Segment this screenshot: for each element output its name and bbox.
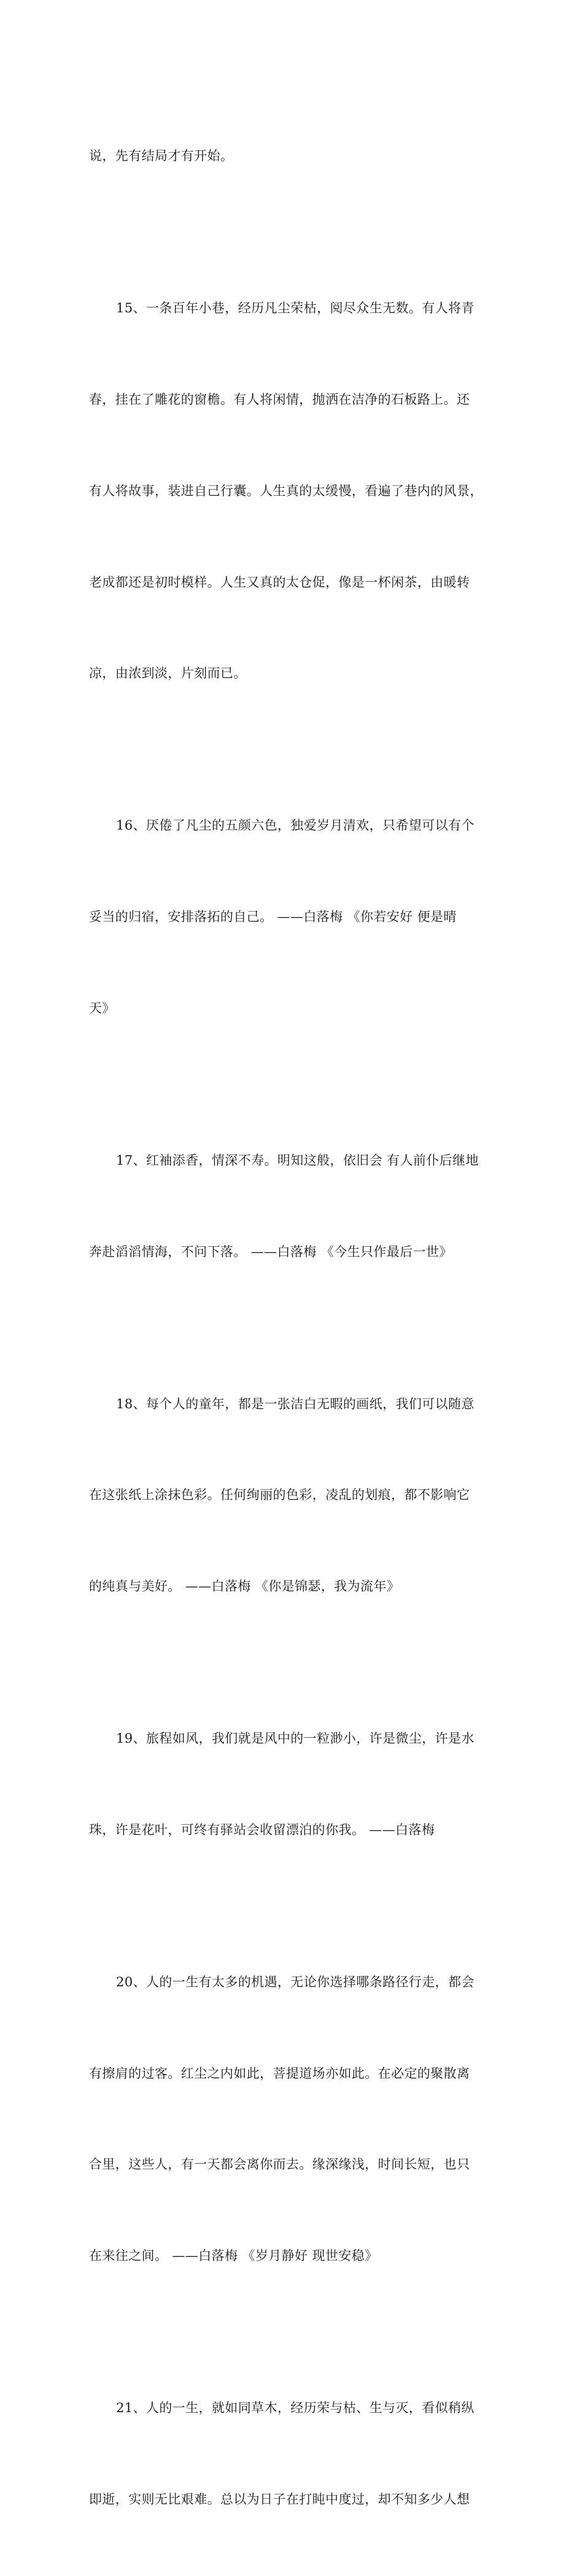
text-line: 19、旅程如风，我们就是风中的一粒渺小，许是微尘，许是水 xyxy=(116,1731,475,1746)
text-line: 春，挂在了雕花的窗檐。有人将闲情，抛洒在洁净的石板路上。还 xyxy=(89,391,470,407)
text-line: 合里，这些人，有一天都会离你而去。缘深缘浅，时间长短，也只 xyxy=(89,2157,470,2172)
text-line: 17、红袖添香，情深不寿。明知这般，依旧会 有人前仆后继地 xyxy=(116,1152,479,1168)
text-line: 说，先有结局才有开始。 xyxy=(89,148,234,164)
text-line: 天》 xyxy=(89,1000,115,1016)
text-line: 18、每个人的童年，都是一张洁白无暇的画纸，我们可以随意 xyxy=(116,1396,475,1411)
text-line: 珠，许是花叶，可终有驿站会收留漂泊的你我。 ——白落梅 xyxy=(89,1822,435,1837)
paragraph-14-continuation xyxy=(89,80,506,233)
paragraph-15 xyxy=(89,233,506,750)
text-line: 老成都还是初时模样。人生又真的太仓促，像是一杯闲茶，由暖转 xyxy=(89,574,470,590)
paragraph-17 xyxy=(89,1085,506,1328)
text-line: 16、厌倦了凡尘的五颜六色，独爱岁月清欢，只希望可以有个 xyxy=(116,818,475,833)
paragraph-16 xyxy=(89,750,506,1085)
text-line: 21、人的一生，就如同草木，经历荣与枯、生与灭，看似稍纵 xyxy=(116,2401,475,2416)
document-body xyxy=(89,80,506,2576)
text-line: 在来往之间。 ——白落梅 《岁月静好 现世安稳》 xyxy=(89,2248,378,2264)
paragraph-21 xyxy=(89,2332,506,2576)
text-line: 15、一条百年小巷，经历凡尘荣枯，阅尽众生无数。有人将青 xyxy=(116,301,475,316)
paragraph-20 xyxy=(89,1907,506,2332)
paragraph-18 xyxy=(89,1328,506,1663)
text-line: 有擦肩的过客。红尘之内如此，菩提道场亦如此。在必定的聚散离 xyxy=(89,2065,470,2081)
text-line: 奔赴滔滔情海，不问下落。 ——白落梅 《今生只作最后一世》 xyxy=(89,1244,452,1259)
paragraph-19 xyxy=(89,1663,506,1907)
text-line: 20、人的一生有太多的机遇，无论你选择哪条路径行走，都会 xyxy=(116,1974,475,1989)
text-line: 在这张纸上涂抹色彩。任何绚丽的色彩，凌乱的划痕，都不影响它 xyxy=(89,1487,470,1503)
text-line: 凉，由浓到淡，片刻而已。 xyxy=(89,666,247,681)
text-line: 妥当的归宿，安排落拓的自己。 ——白落梅 《你若安好 便是晴 xyxy=(89,909,457,925)
text-line: 有人将故事，装进自己行囊。人生真的太缓慢，看遍了巷内的风景， xyxy=(89,483,483,498)
text-line: 的纯真与美好。 ——白落梅 《你是锦瑟，我为流年》 xyxy=(89,1579,400,1594)
text-line: 即逝，实则无比艰难。总以为日子在打盹中度过，却不知多少人想 xyxy=(89,2491,470,2507)
